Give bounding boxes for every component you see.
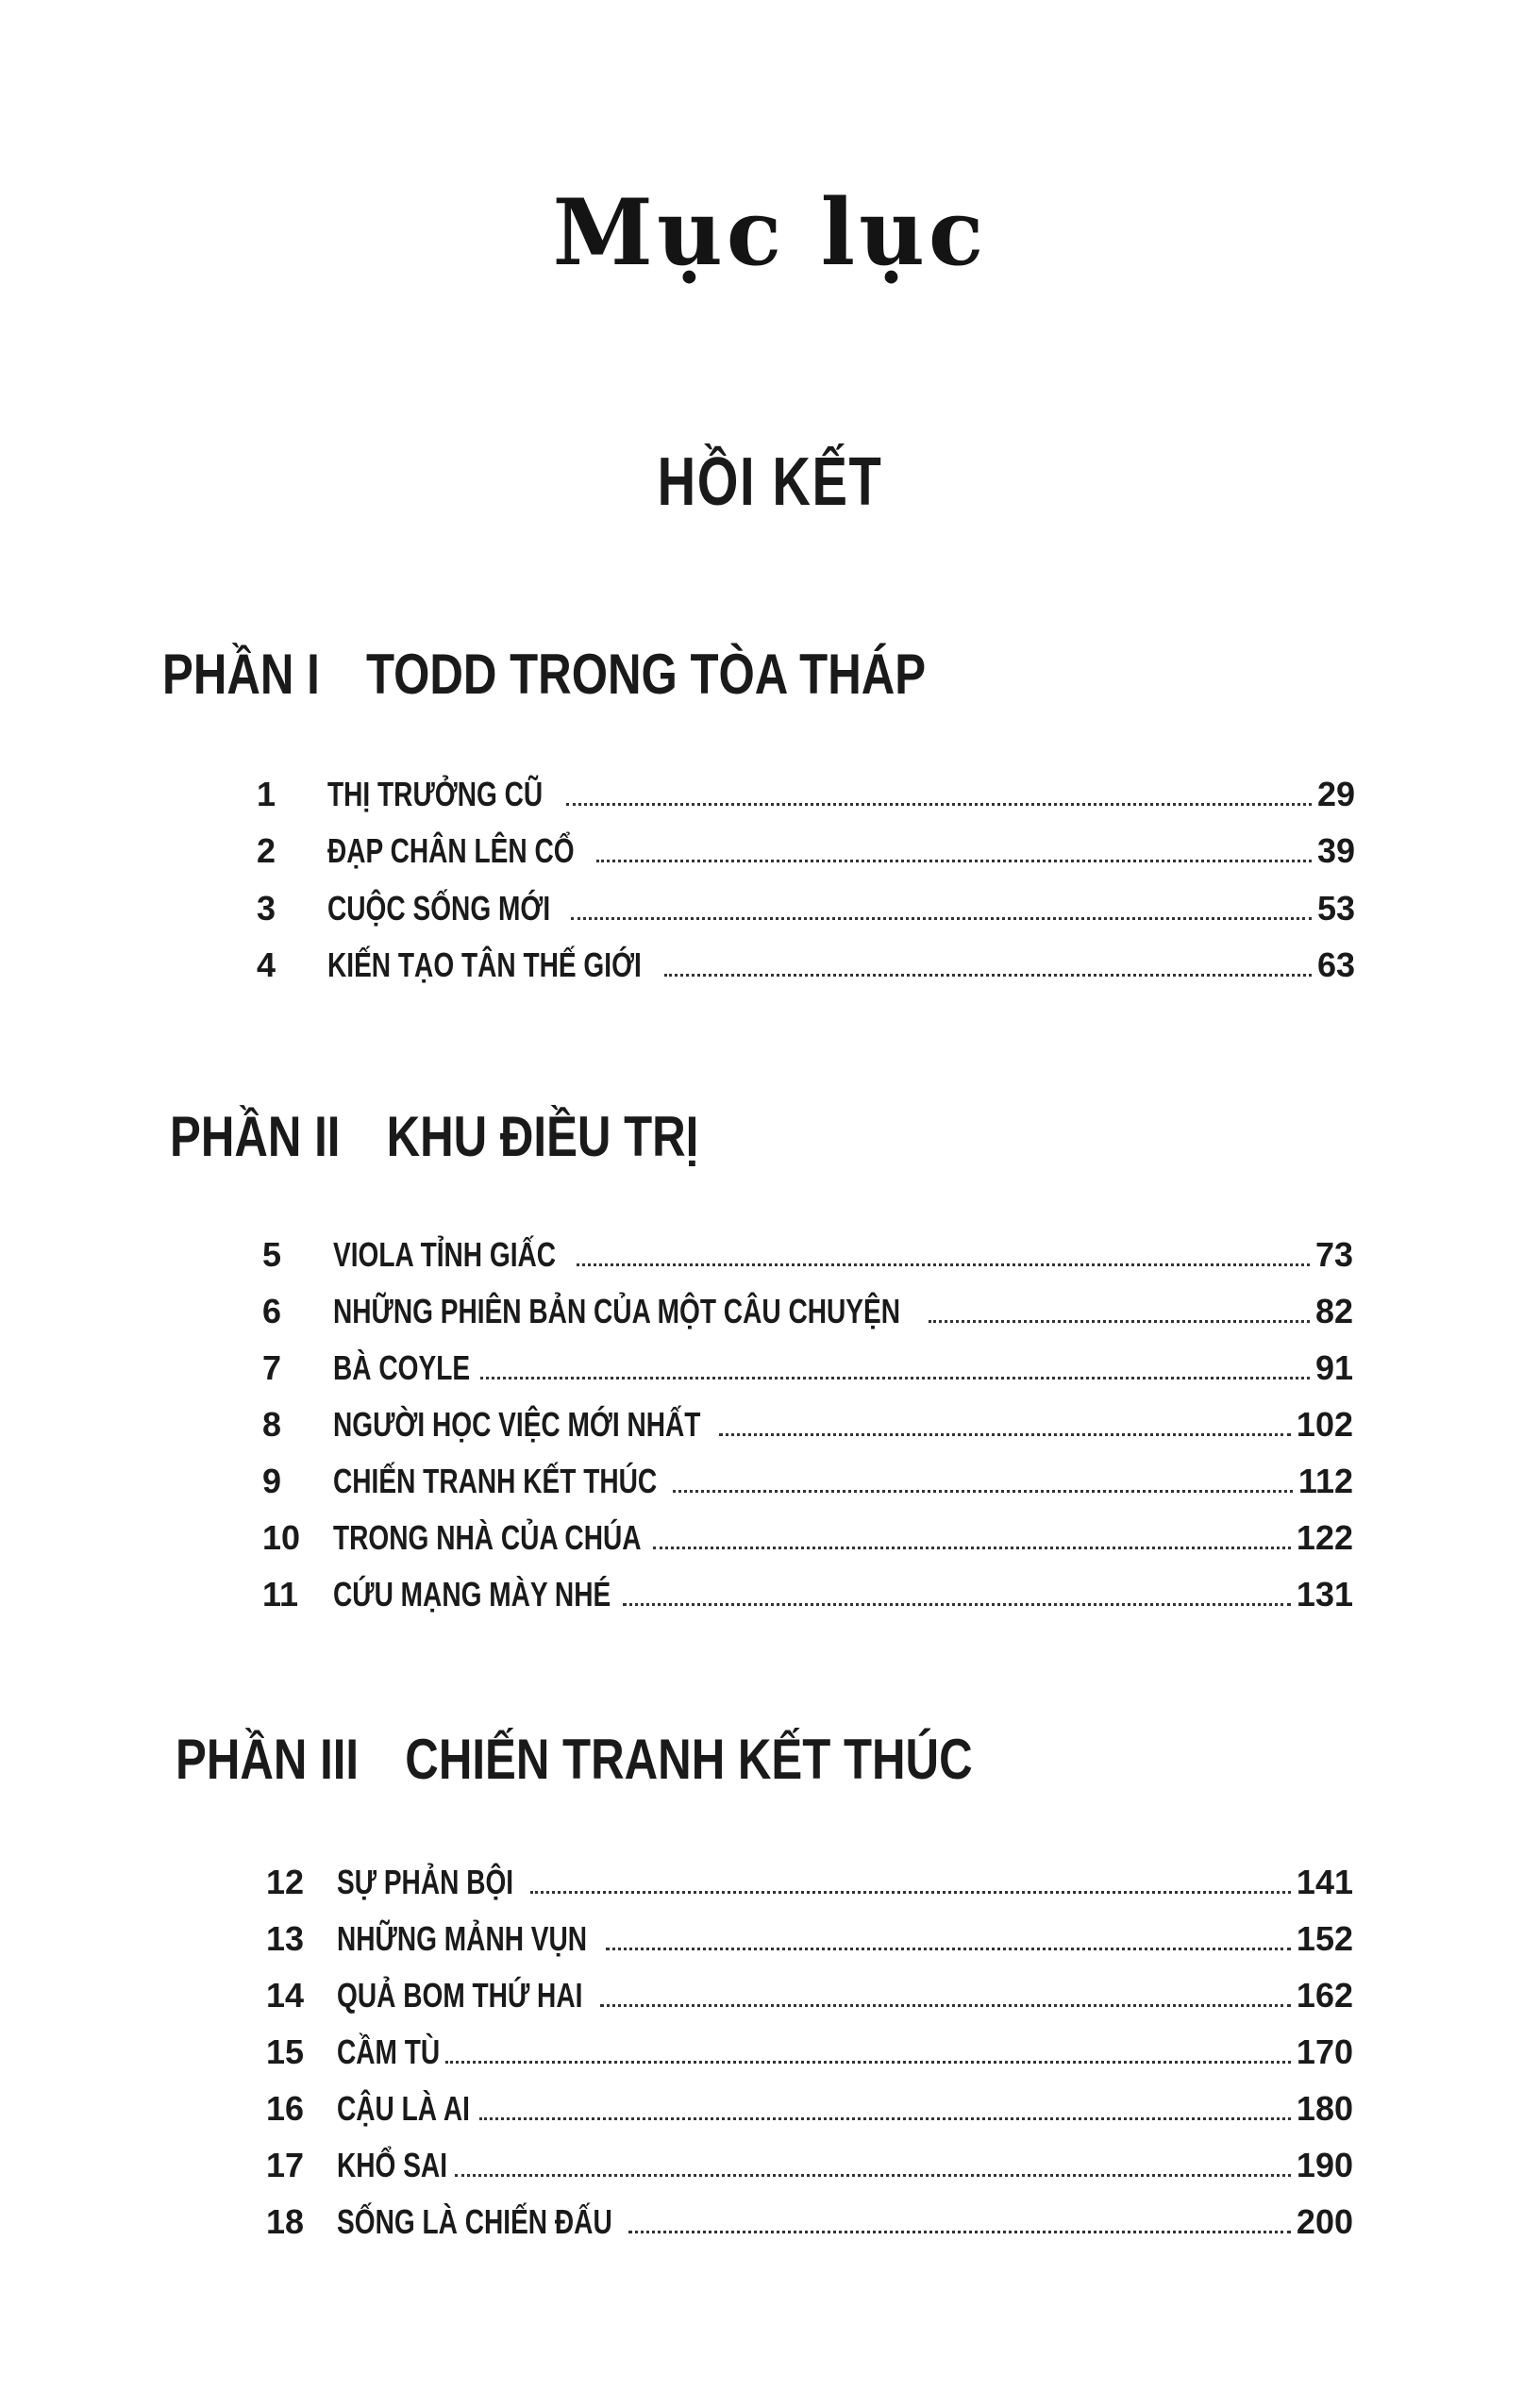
- toc-entry[interactable]: [266, 2085, 1353, 2132]
- part-heading: [176, 1727, 973, 1792]
- part-heading: [162, 642, 926, 707]
- dot-leader: [929, 1292, 1310, 1323]
- chapter-title: NGƯỜI HỌC VIỆC MỚI NHẤT: [333, 1405, 701, 1444]
- page-number: 102: [1296, 1405, 1353, 1444]
- toc-entry[interactable]: [266, 1859, 1353, 1906]
- dot-leader: [480, 1348, 1310, 1380]
- chapter-number: 13: [266, 1919, 305, 1958]
- chapter-number: 4: [257, 945, 276, 984]
- toc-entry[interactable]: [257, 771, 1355, 818]
- page-number: 190: [1296, 2146, 1353, 2184]
- chapter-number: 3: [257, 889, 276, 928]
- chapter-title: KHỔ SAI: [337, 2146, 448, 2184]
- toc-entry[interactable]: [262, 1345, 1353, 1392]
- page-number: 63: [1316, 945, 1355, 984]
- dot-leader: [673, 1462, 1293, 1493]
- chapter-title: KIẾN TẠO TÂN THẾ GIỚI: [327, 945, 642, 984]
- dot-leader: [445, 2032, 1291, 2064]
- toc-entry[interactable]: [262, 1571, 1353, 1618]
- chapter-number: 17: [266, 2146, 305, 2184]
- chapter-title: BÀ COYLE: [333, 1348, 471, 1387]
- dot-leader: [530, 1863, 1291, 1894]
- dot-leader: [596, 831, 1312, 862]
- toc-entry[interactable]: [266, 2029, 1353, 2076]
- chapter-title: SỐNG LÀ CHIẾN ĐẤU: [337, 2202, 612, 2241]
- toc-entry[interactable]: [266, 1972, 1353, 2019]
- toc-entry[interactable]: [262, 1458, 1353, 1505]
- page-title: Mục lục: [552, 179, 988, 286]
- chapter-title: CHIẾN TRANH KẾT THÚC: [333, 1462, 658, 1500]
- toc-entry[interactable]: [257, 942, 1355, 989]
- dot-leader: [623, 1575, 1291, 1606]
- part-name: KHU ĐIỀU TRỊ: [386, 1105, 699, 1168]
- chapter-title: CUỘC SỐNG MỚI: [327, 889, 551, 928]
- chapter-title: NHỮNG PHIÊN BẢN CỦA MỘT CÂU CHUYỆN: [333, 1292, 901, 1330]
- dot-leader: [664, 945, 1312, 977]
- toc-entry[interactable]: [266, 2199, 1353, 2246]
- dot-leader: [719, 1405, 1291, 1436]
- toc-entry[interactable]: [257, 828, 1355, 875]
- toc-entry[interactable]: [257, 885, 1355, 932]
- page-number: 53: [1316, 889, 1355, 928]
- chapter-title: VIOLA TỈNH GIẤC: [333, 1235, 557, 1274]
- chapter-number: 18: [266, 2202, 305, 2241]
- chapter-number: 16: [266, 2089, 305, 2128]
- chapter-title: TRONG NHÀ CỦA CHÚA: [333, 1518, 642, 1557]
- page-number: 131: [1296, 1575, 1353, 1614]
- chapter-title: CẬU LÀ AI: [337, 2089, 470, 2128]
- toc-entry[interactable]: [262, 1514, 1353, 1562]
- page-number: 39: [1316, 831, 1355, 870]
- chapter-title: ĐẠP CHÂN LÊN CỔ: [327, 831, 575, 870]
- chapter-number: 11: [262, 1575, 299, 1614]
- toc-entry[interactable]: [262, 1401, 1353, 1448]
- dot-leader: [566, 775, 1312, 806]
- dot-leader: [479, 2089, 1291, 2120]
- page-number: 162: [1296, 1976, 1353, 2015]
- part-heading: [170, 1104, 698, 1169]
- chapter-title: THỊ TRƯỞNG CŨ: [327, 775, 544, 813]
- page-number: 141: [1296, 1863, 1353, 1901]
- dot-leader: [571, 889, 1312, 920]
- chapter-number: 8: [262, 1405, 282, 1444]
- chapter-number: 2: [257, 831, 276, 870]
- dot-leader: [455, 2146, 1291, 2177]
- page-number: 152: [1296, 1919, 1353, 1958]
- page-number: 73: [1314, 1235, 1353, 1274]
- dot-leader: [606, 1919, 1291, 1950]
- page-number: 170: [1296, 2032, 1353, 2071]
- part-number: PHẦN II: [170, 1105, 341, 1168]
- part-number: PHẦN I: [162, 643, 320, 706]
- toc-entry[interactable]: [262, 1288, 1353, 1335]
- chapter-number: 12: [266, 1863, 305, 1901]
- chapter-number: 9: [262, 1462, 282, 1500]
- part-number: PHẦN III: [176, 1728, 360, 1791]
- chapter-number: 14: [266, 1976, 305, 2015]
- page-number: 180: [1296, 2089, 1353, 2128]
- chapter-number: 5: [262, 1235, 282, 1274]
- chapter-title: SỰ PHẢN BỘI: [337, 1863, 514, 1901]
- dot-leader: [653, 1518, 1291, 1549]
- chapter-number: 10: [262, 1518, 301, 1557]
- book-title: HỒI KẾT: [657, 444, 883, 520]
- part-name: TODD TRONG TÒA THÁP: [365, 643, 927, 706]
- part-name: CHIẾN TRANH KẾT THÚC: [405, 1728, 973, 1791]
- page-number: 82: [1314, 1292, 1353, 1330]
- chapter-number: 6: [262, 1292, 282, 1330]
- page-number: 122: [1296, 1518, 1353, 1557]
- chapter-title: CẦM TÙ: [337, 2032, 441, 2071]
- toc-entry[interactable]: [262, 1231, 1353, 1279]
- page-number: 112: [1297, 1462, 1353, 1500]
- chapter-title: NHỮNG MẢNH VỤN: [337, 1919, 588, 1958]
- page-number: 29: [1316, 775, 1355, 813]
- toc-entry[interactable]: [266, 1915, 1353, 1963]
- dot-leader: [577, 1235, 1310, 1266]
- chapter-number: 15: [266, 2032, 305, 2071]
- dot-leader: [600, 1976, 1291, 2007]
- page-number: 91: [1314, 1348, 1353, 1387]
- chapter-title: QUẢ BOM THỨ HAI: [337, 1976, 583, 2015]
- dot-leader: [628, 2202, 1291, 2233]
- chapter-title: CỨU MẠNG MÀY NHÉ: [333, 1575, 611, 1614]
- page-number: 200: [1296, 2202, 1353, 2241]
- toc-entry[interactable]: [266, 2142, 1353, 2189]
- chapter-number: 7: [262, 1348, 282, 1387]
- chapter-number: 1: [257, 775, 276, 813]
